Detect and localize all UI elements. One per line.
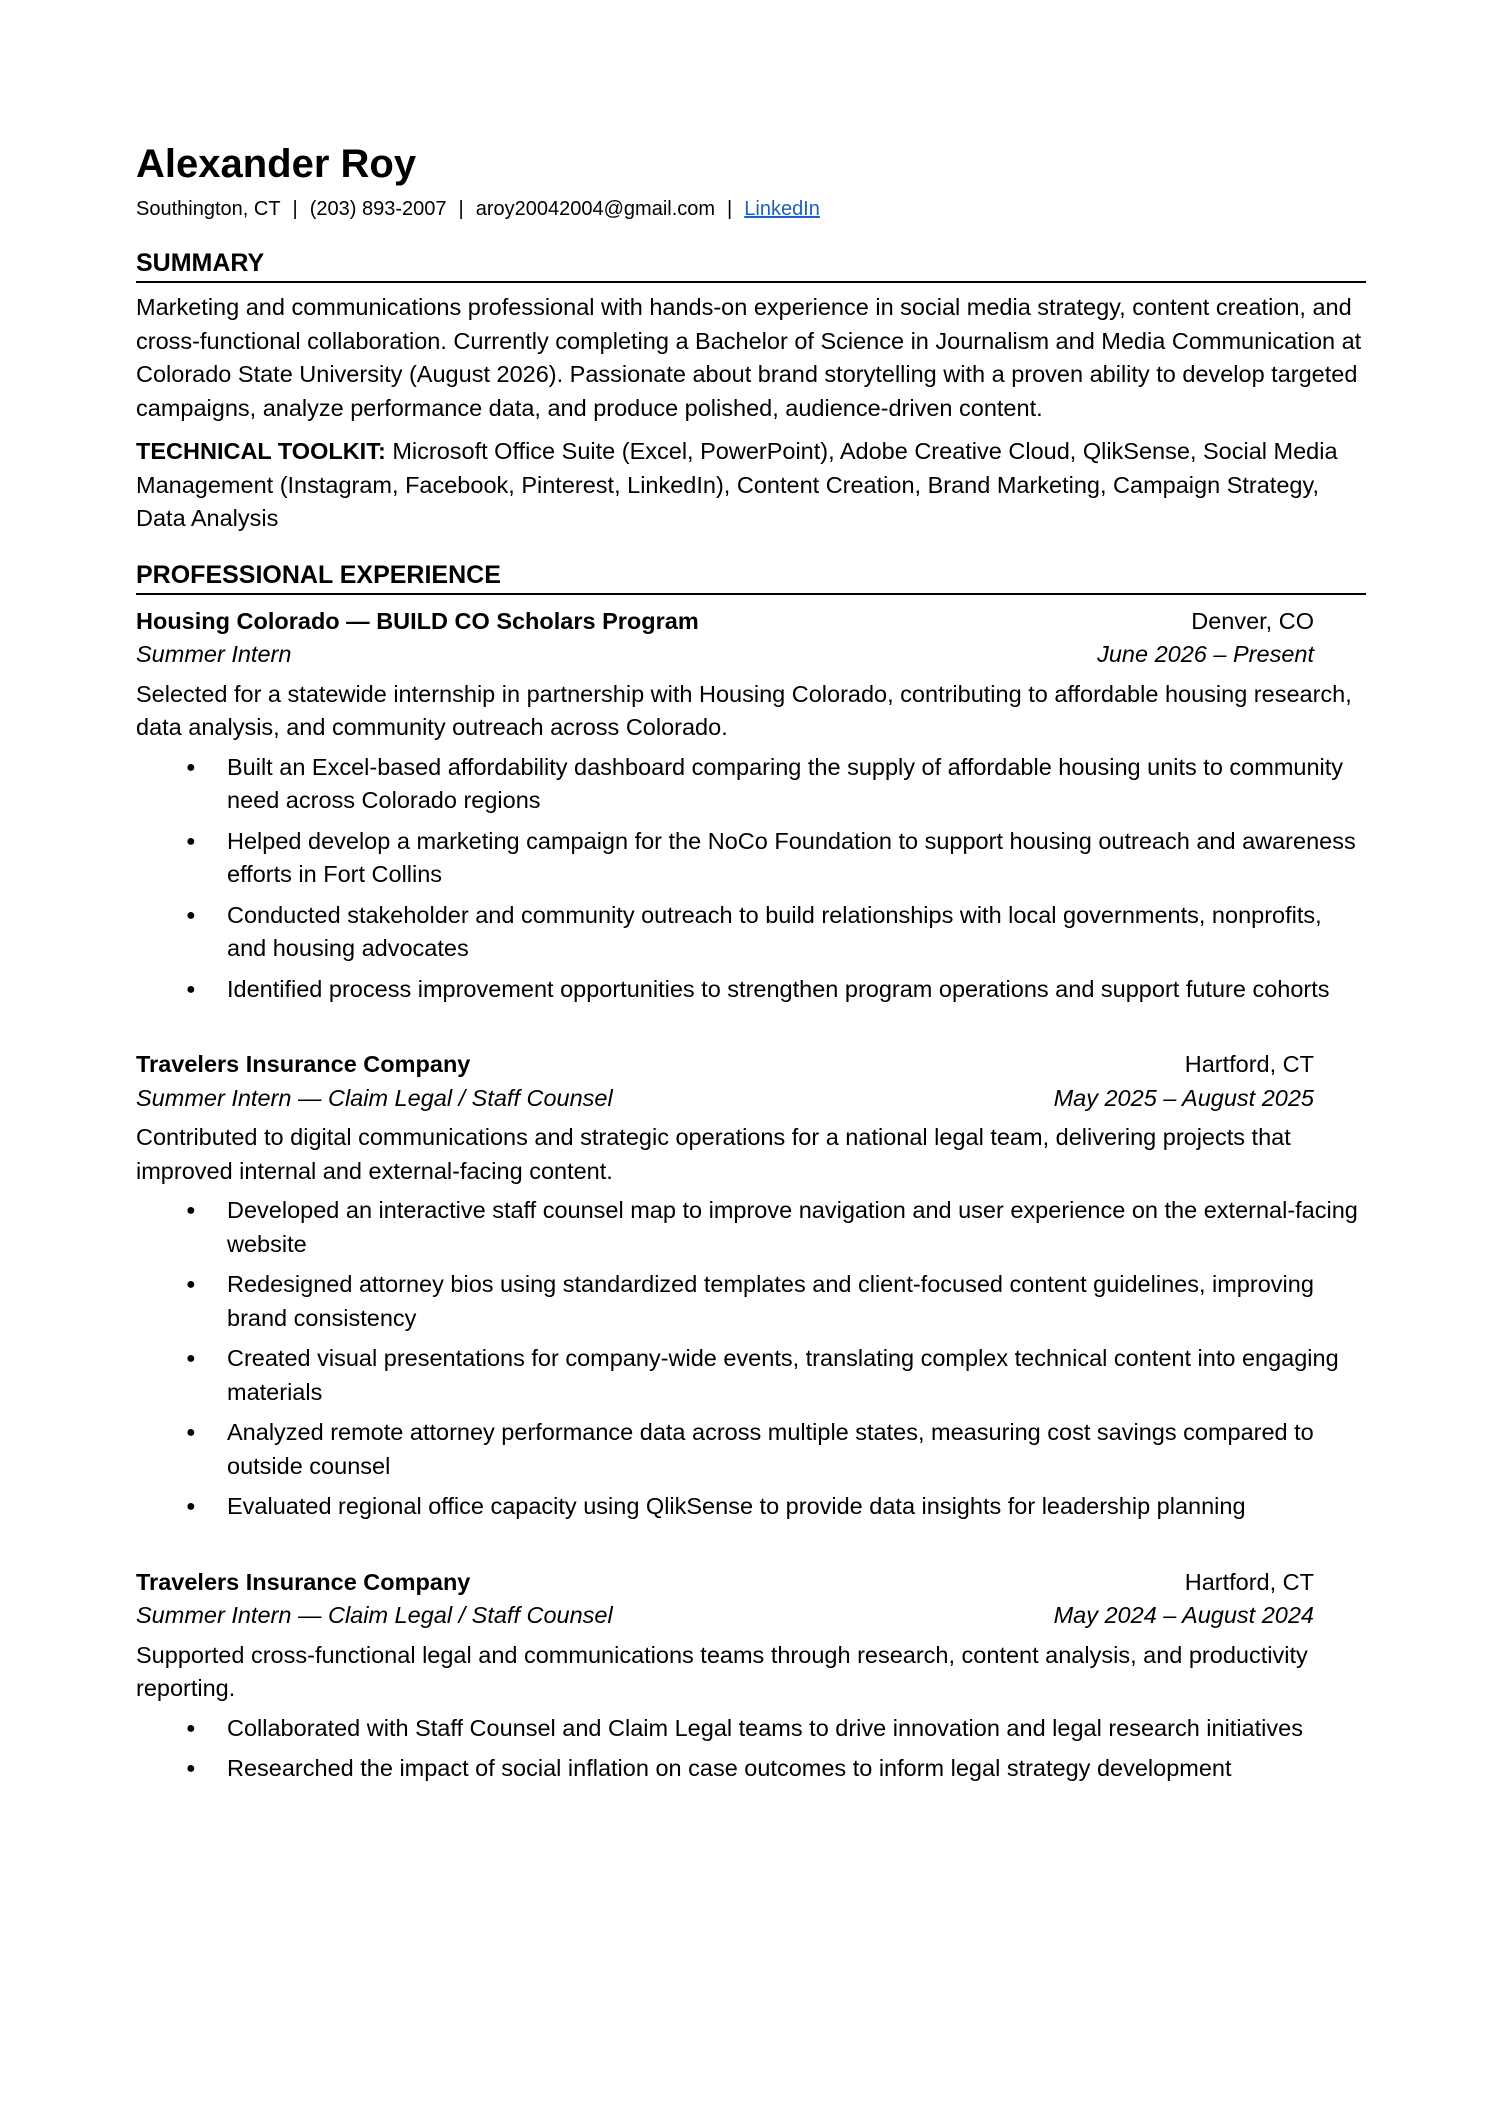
bullet-text: Analyzed remote attorney performance data across multiple states, measuring cost savings compared to outside counsel bbox=[227, 1419, 1314, 1479]
list-item bbox=[136, 1712, 1366, 1746]
bullet-text: Built an Excel-based affordability dashboard comparing the supply of affordable housing units to community need across Colorado regions bbox=[227, 753, 1344, 813]
job-header-row bbox=[136, 1048, 1314, 1082]
contact-phone: (203) 893-2007 bbox=[309, 198, 447, 220]
separator: | bbox=[727, 198, 733, 220]
experience-heading: PROFESSIONAL EXPERIENCE bbox=[136, 558, 1366, 595]
list-item bbox=[136, 1490, 1366, 1524]
job-role-row bbox=[136, 1599, 1314, 1633]
separator: | bbox=[292, 198, 298, 220]
bullet-icon: ● bbox=[186, 1350, 196, 1367]
contact-line bbox=[136, 194, 1366, 224]
summary-text: Marketing and communications professional with hands-on experience in social media strategy, content creation, and cross-functional collaboration. Currently completing a Bachelor of Science in Journalism and Media Communication at Colorado State University (August 2026). Passionate about brand storytelling with a proven ability to develop targeted campaigns, analyze performance data, and produce polished, audience-driven content. bbox=[136, 294, 1362, 421]
list-item bbox=[136, 1752, 1366, 1786]
job-header-row bbox=[136, 605, 1314, 639]
toolkit-label: TECHNICAL TOOLKIT: bbox=[136, 438, 386, 464]
candidate-name: Alexander Roy bbox=[136, 142, 417, 186]
separator: | bbox=[458, 198, 464, 220]
job-description: Supported cross-functional legal and communications teams through research, content analysis, and productivity reporting. bbox=[136, 1641, 1308, 1701]
job-role: Summer Intern — Claim Legal / Staff Counsel bbox=[136, 1602, 613, 1628]
job-organization: Travelers Insurance Company bbox=[136, 1568, 471, 1595]
job-description: Contributed to digital communications and strategic operations for a national legal team, delivering projects that improved internal and external-facing content. bbox=[136, 1124, 1291, 1184]
bullet-icon: ● bbox=[186, 832, 196, 850]
technical-toolkit bbox=[136, 435, 1366, 536]
bullet-text: Identified process improvement opportunities to strengthen program operations and support future cohorts bbox=[227, 975, 1330, 1002]
job-bullets bbox=[136, 1194, 1366, 1524]
job-dates: May 2025 – August 2025 bbox=[1053, 1084, 1314, 1111]
bullet-icon: ● bbox=[186, 906, 196, 924]
list-item bbox=[136, 825, 1366, 892]
list-item bbox=[136, 1342, 1366, 1409]
job-organization: Travelers Insurance Company bbox=[136, 1051, 471, 1077]
bullet-icon: ● bbox=[186, 1424, 196, 1441]
bullet-text: Developed an interactive staff counsel map to improve navigation and user experience on the external-facing website bbox=[227, 1197, 1358, 1257]
bullet-icon: ● bbox=[186, 758, 196, 776]
job-bullets bbox=[136, 751, 1366, 1007]
toolkit-text: Microsoft Office Suite (Excel, PowerPoint), Adobe Creative Cloud, QlikSense, Social Media Management (Instagram, Facebook, Pinterest, LinkedIn), Content Creation, Brand Marketing, Campaign Strategy, Data Analysis bbox=[136, 438, 1338, 531]
summary-heading: SUMMARY bbox=[136, 246, 1366, 283]
job-entry bbox=[136, 1048, 1366, 1524]
job-description: Selected for a statewide internship in partnership with Housing Colorado, contributing to affordable housing research, data analysis, and community outreach across Colorado. bbox=[136, 680, 1352, 740]
job-role: Summer Intern bbox=[136, 641, 292, 667]
job-header-row bbox=[136, 1566, 1314, 1600]
job-bullets bbox=[136, 1712, 1366, 1786]
list-item bbox=[136, 1268, 1366, 1335]
job-entry bbox=[136, 1566, 1366, 1786]
job-location: Hartford, CT bbox=[1184, 1051, 1314, 1077]
bullet-text: Redesigned attorney bios using standardized templates and client-focused content guidelines, improving brand consistency bbox=[227, 1271, 1314, 1331]
bullet-text: Collaborated with Staff Counsel and Claim Legal teams to drive innovation and legal research initiatives bbox=[227, 1714, 1303, 1741]
bullet-icon: ● bbox=[186, 1760, 196, 1777]
list-item bbox=[136, 973, 1366, 1007]
list-item bbox=[136, 1194, 1366, 1261]
bullet-text: Conducted stakeholder and community outreach to build relationships with local governments, nonprofits, and housing advocates bbox=[227, 901, 1322, 961]
job-entry bbox=[136, 605, 1366, 1007]
job-location: Hartford, CT bbox=[1184, 1568, 1314, 1595]
resume-content bbox=[136, 138, 1366, 1793]
bullet-icon: ● bbox=[186, 1719, 196, 1737]
bullet-text: Helped develop a marketing campaign for the NoCo Foundation to support housing outreach and awareness efforts in Fort Collins bbox=[227, 827, 1356, 887]
linkedin-link[interactable]: LinkedIn bbox=[744, 198, 820, 220]
bullet-icon: ● bbox=[186, 980, 196, 998]
bullet-text: Evaluated regional office capacity using QlikSense to provide data insights for leadership planning bbox=[227, 1493, 1246, 1519]
job-dates: June 2026 – Present bbox=[1097, 641, 1314, 667]
list-item bbox=[136, 899, 1366, 966]
contact-location: Southington, CT bbox=[136, 198, 281, 220]
bullet-icon: ● bbox=[186, 1202, 196, 1219]
bullet-text: Researched the impact of social inflation on case outcomes to inform legal strategy development bbox=[227, 1755, 1232, 1781]
list-item bbox=[136, 1416, 1366, 1483]
job-location: Denver, CO bbox=[1191, 607, 1314, 634]
contact-email: aroy20042004@gmail.com bbox=[475, 198, 716, 220]
job-dates: May 2024 – August 2024 bbox=[1053, 1602, 1314, 1628]
bullet-icon: ● bbox=[186, 1276, 196, 1293]
job-role-row bbox=[136, 1082, 1314, 1116]
job-organization: Housing Colorado — BUILD CO Scholars Program bbox=[136, 607, 699, 634]
job-role-row bbox=[136, 638, 1314, 672]
bullet-icon: ● bbox=[186, 1498, 196, 1515]
bullet-text: Created visual presentations for company-wide events, translating complex technical content into engaging materials bbox=[227, 1345, 1339, 1405]
list-item bbox=[136, 751, 1366, 818]
job-role: Summer Intern — Claim Legal / Staff Counsel bbox=[136, 1084, 613, 1111]
